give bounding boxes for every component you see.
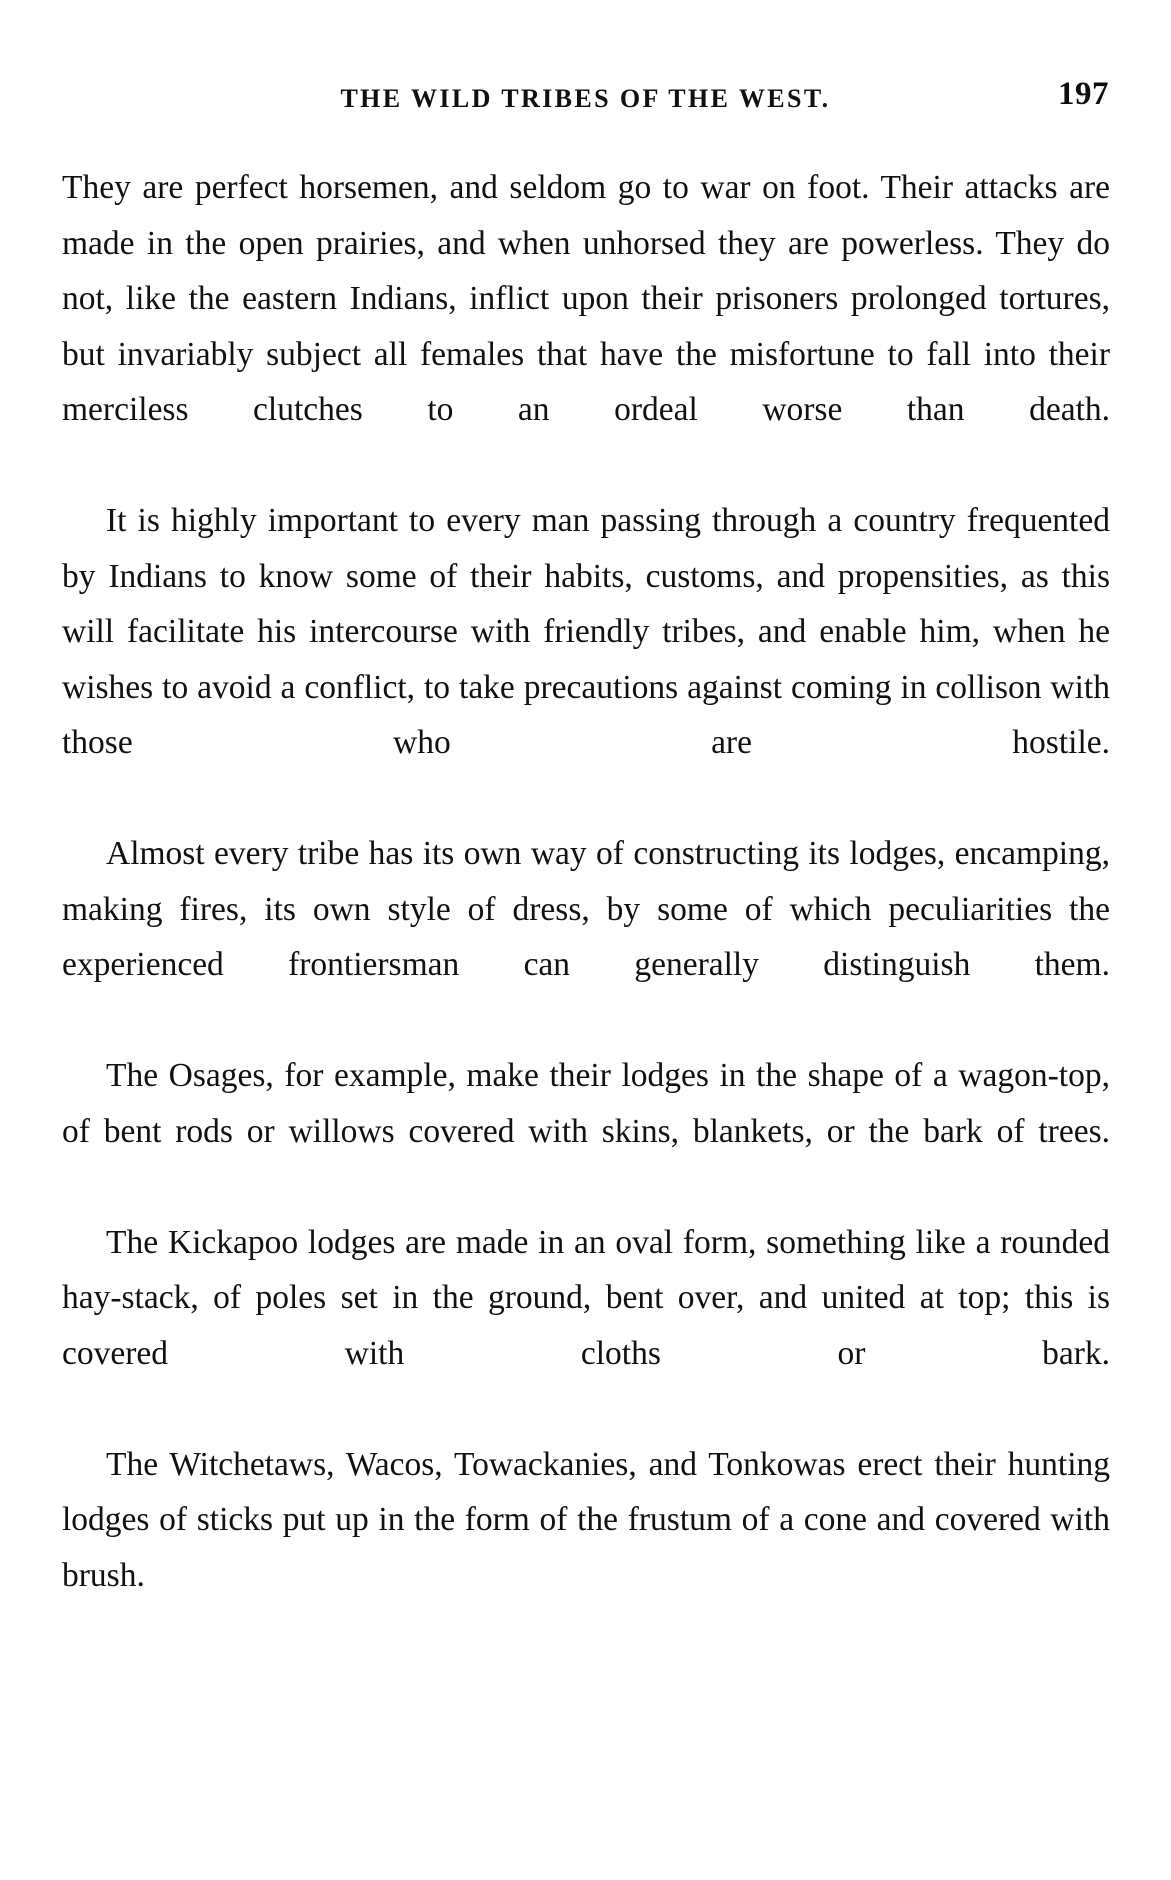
running-head: THE WILD TRIBES OF THE WEST. [340,84,831,113]
paragraph: Almost every tribe has its own way of constructing its lodges, encamping, making fires, its own style of dress, by some of which peculiarities the experienced frontiersman can generally distinguish them. [62,835,1110,983]
body-text [62,160,1110,1659]
paragraph: The Osages, for example, make their lodges in the shape of a wagon-top, of bent rods or willows covered with skins, blankets, or the bark of trees. [62,1057,1110,1150]
page-number: 197 [1058,76,1109,112]
paragraph: It is highly important to every man passing through a country frequented by Indians to know some of their habits, customs, and propensities, as this will facilitate his intercourse with friendly tribes, and enable him, when he wishes to avoid a conflict, to take precautions against coming in collison with those who are hostile. [62,502,1110,761]
paragraph: They are perfect horsemen, and seldom go to war on foot. Their attacks are made in the open prairies, and when unhorsed they are powerless. They do not, like the eastern Indians, inflict upon their prisoners prolonged tortures, but invariably subject all females that have the misfortune to fall into their merciless clutches to an ordeal worse than death. [62,169,1110,428]
paragraph: The Witchetaws, Wacos, Towackanies, and Tonkowas erect their hunting lodges of sticks put up in the form of the frustum of a cone and covered with brush. [62,1445,1110,1594]
paragraph: The Kickapoo lodges are made in an oval form, something like a rounded hay-stack, of poles set in the ground, bent over, and united at top; this is covered with cloths or bark. [62,1223,1110,1372]
page-header [0,84,1171,124]
